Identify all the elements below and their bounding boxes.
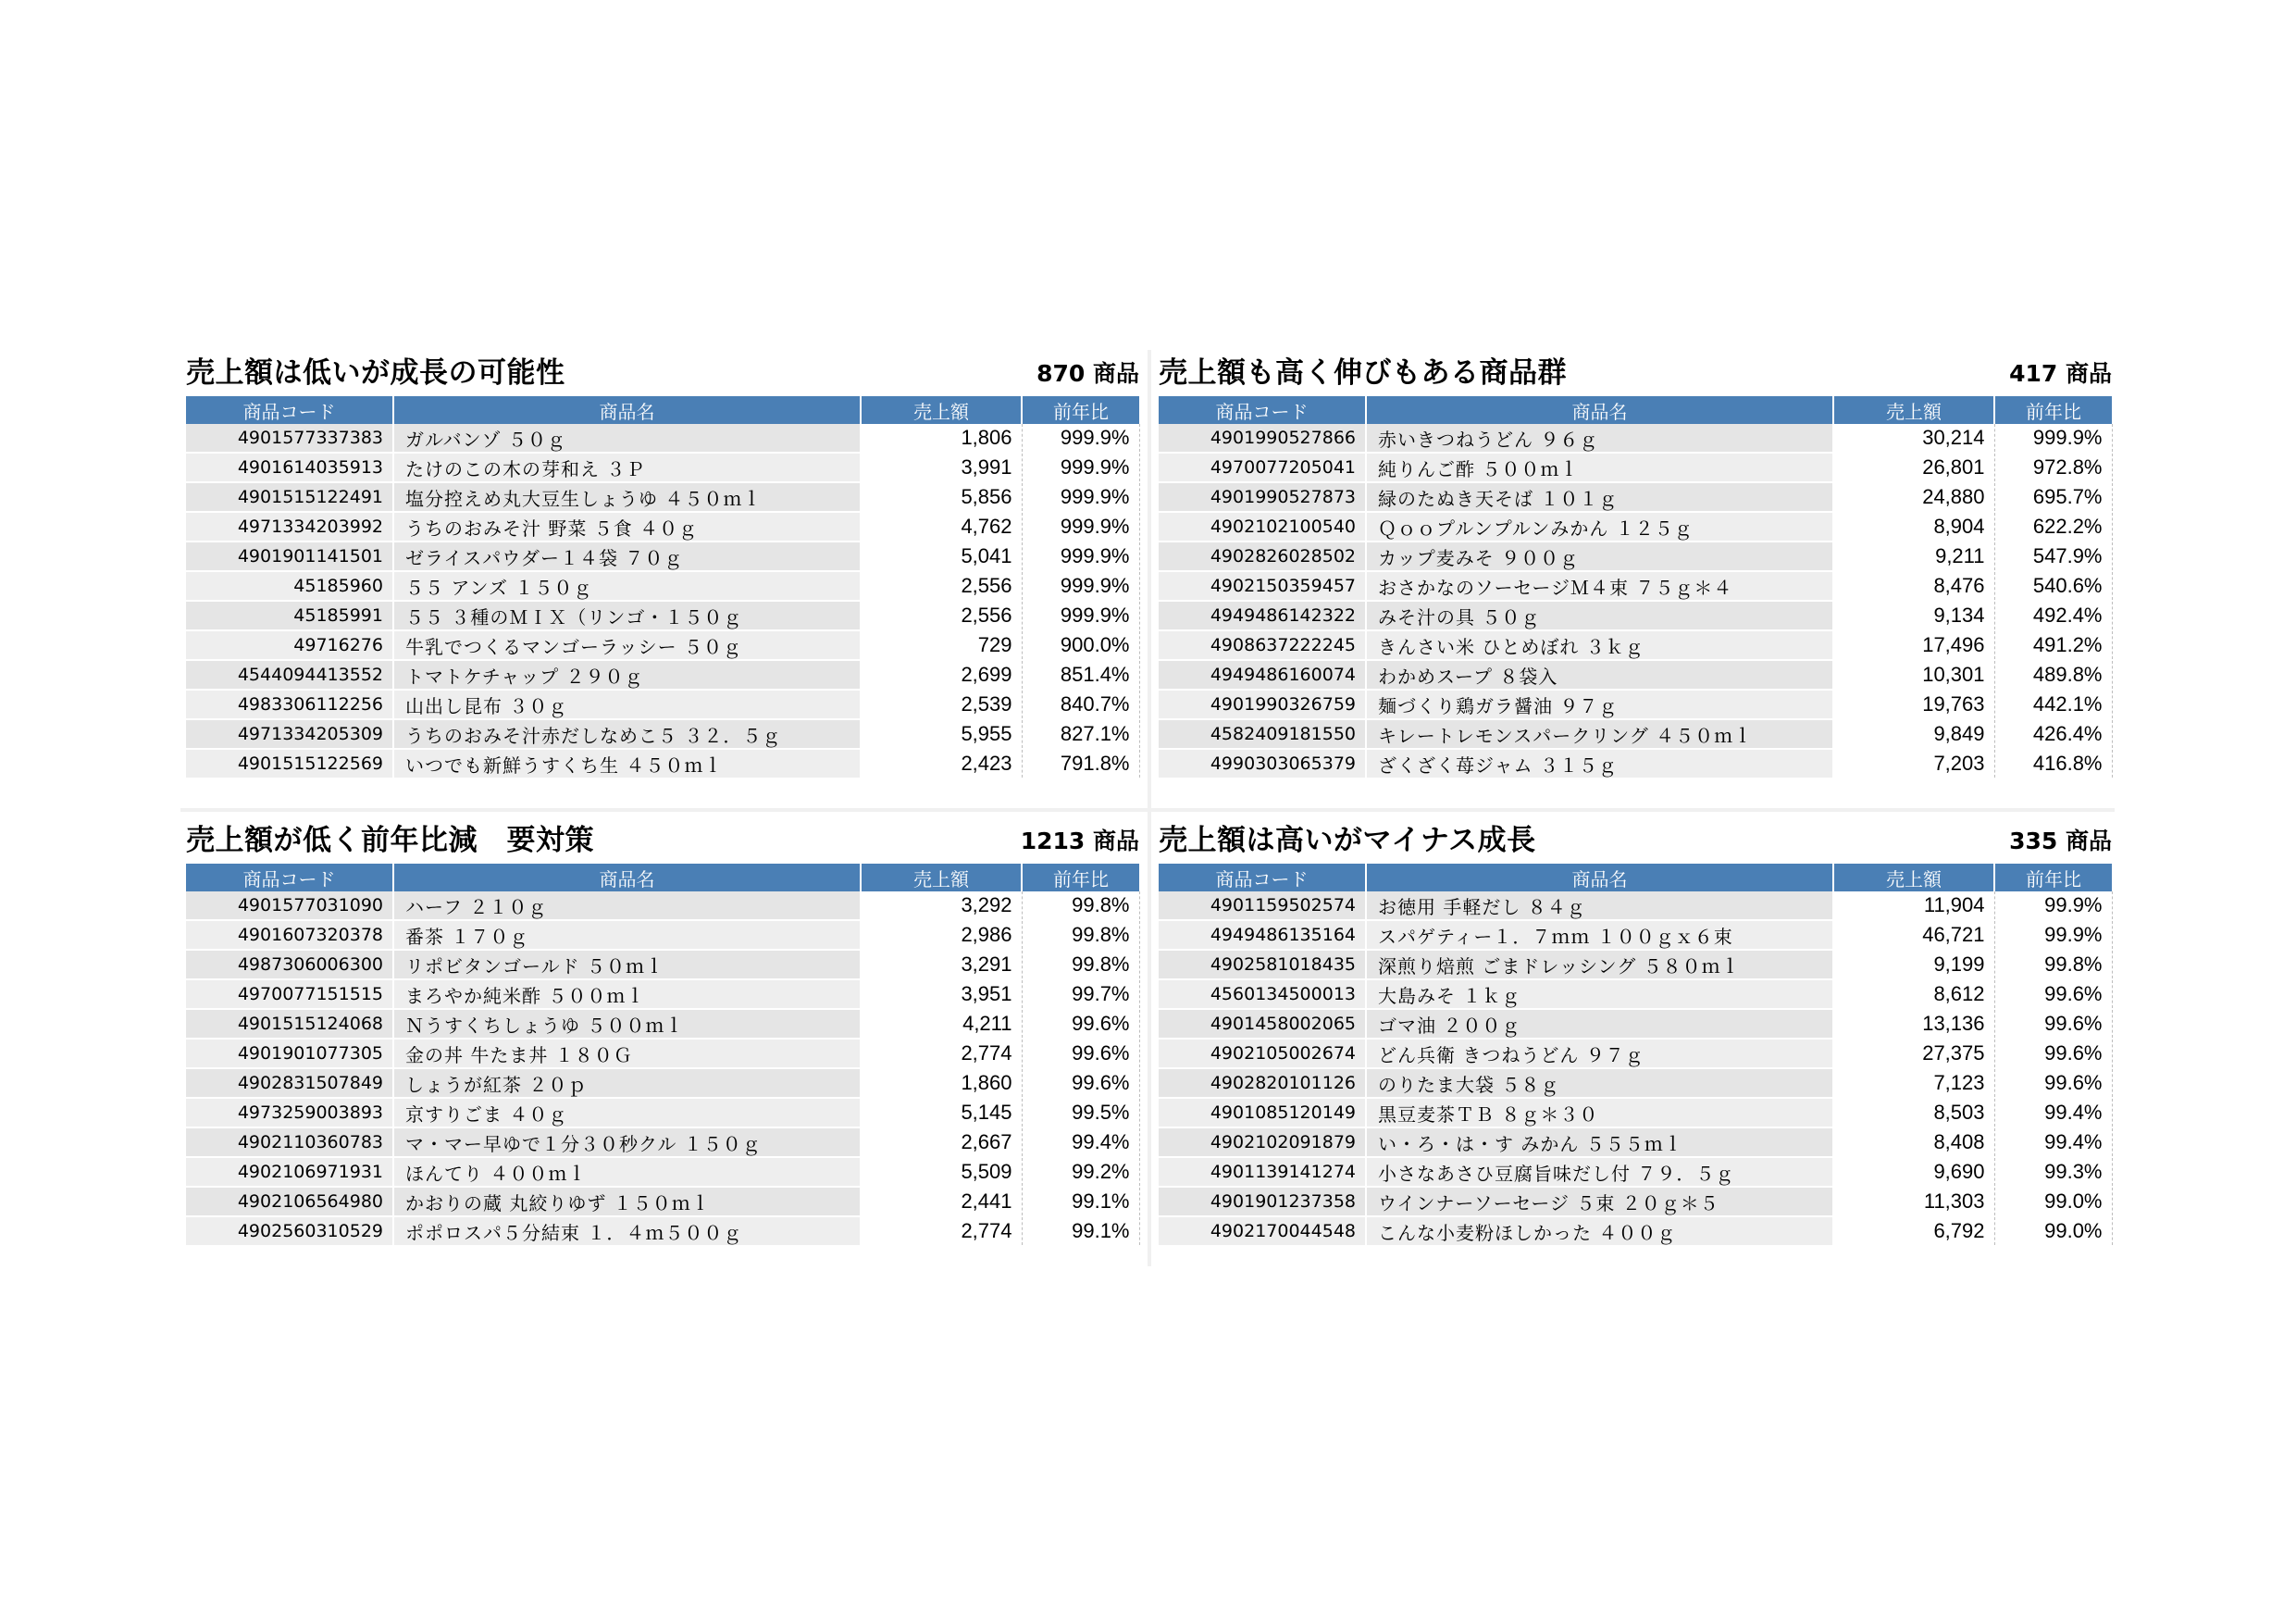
product-name-cell[interactable]: 深煎り焙煎 ごまドレッシング ５８０ｍｌ [1366,950,1833,979]
table-row[interactable] [1159,1068,2112,1098]
product-name-cell[interactable]: うちのおみそ汁 野菜 ５食 ４０ｇ [393,512,861,542]
product-code-cell[interactable]: 4983306112256 [186,690,393,719]
table-row[interactable] [1159,1098,2112,1127]
table-row[interactable] [186,1009,1139,1039]
table-header-row [186,396,1139,424]
column-header-code[interactable]: 商品コード [1159,396,1366,424]
table-row[interactable] [1159,1216,2112,1246]
sales-cell[interactable]: 729 [861,630,1022,660]
product-name-cell[interactable]: のりたま大袋 ５８ｇ [1366,1068,1833,1098]
product-count: 1213 商品 [1020,828,1139,854]
product-code-cell[interactable]: 4901577031090 [186,891,393,920]
table-header-row [1159,396,2112,424]
product-code-cell[interactable]: 4901901077305 [186,1039,393,1068]
table-row[interactable] [186,424,1139,453]
yoy-cell[interactable]: 999.9% [1022,542,1139,571]
sales-cell[interactable]: 8,904 [1833,512,1994,542]
product-code-cell[interactable]: 4987306006300 [186,950,393,979]
yoy-cell[interactable]: 791.8% [1022,749,1139,778]
product-name-cell[interactable]: リポビタンゴールド ５０ｍｌ [393,950,861,979]
sales-cell[interactable]: 46,721 [1833,920,1994,950]
product-name-cell[interactable]: たけのこの木の芽和え ３Ｐ [393,453,861,482]
product-name-cell[interactable]: い・ろ・は・す みかん ５５５ｍｌ [1366,1127,1833,1157]
product-code-cell[interactable]: 4990303065379 [1159,749,1366,778]
column-header-sales[interactable]: 売上額 [1833,864,1994,891]
sales-cell[interactable]: 8,476 [1833,571,1994,601]
product-name-cell[interactable]: トマトケチャップ ２９０ｇ [393,660,861,690]
table-row[interactable] [186,660,1139,690]
product-name-cell[interactable]: キレートレモンスパークリング ４５０ｍｌ [1366,719,1833,749]
table-row[interactable] [1159,979,2112,1009]
table-row[interactable] [1159,920,2112,950]
panel-title: 売上額が低く前年比減 要対策 [186,824,594,857]
table-row[interactable] [1159,512,2112,542]
table-row[interactable] [1159,1157,2112,1187]
product-code-cell[interactable]: 4902102100540 [1159,512,1366,542]
table-header-row [1159,864,2112,891]
sales-cell[interactable]: 9,211 [1833,542,1994,571]
sales-cell[interactable]: 9,199 [1833,950,1994,979]
product-name-cell[interactable]: ウインナーソーセージ ５束 ２０ｇ＊５ [1366,1187,1833,1216]
product-name-cell[interactable]: 麺づくり鶏ガラ醤油 ９７ｇ [1366,690,1833,719]
table-row[interactable] [186,630,1139,660]
product-name-cell[interactable]: スパゲティー１．７ｍｍ １００ｇｘ６束 [1366,920,1833,950]
product-name-cell[interactable]: 緑のたぬき天そば １０１ｇ [1366,482,1833,512]
table-row[interactable] [1159,1187,2112,1216]
yoy-cell[interactable]: 99.9% [1994,920,2112,950]
product-code-cell[interactable]: 4901159502574 [1159,891,1366,920]
product-name-cell[interactable]: うちのおみそ汁赤だしなめこ５ ３２．５ｇ [393,719,861,749]
product-name-cell[interactable]: きんさい米 ひとめぼれ ３ｋｇ [1366,630,1833,660]
yoy-cell[interactable]: 99.0% [1994,1187,2112,1216]
product-name-cell[interactable]: ５５ アンズ １５０ｇ [393,571,861,601]
column-header-sales[interactable]: 売上額 [1833,396,1994,424]
panel-low-sales-growth [186,350,1139,779]
panel-high-sales-growth [1159,350,2112,779]
sales-cell[interactable]: 27,375 [1833,1039,1994,1068]
panel-header [1159,350,2112,396]
panel-title: 売上額も高く伸びもある商品群 [1159,356,1567,390]
yoy-cell[interactable]: 99.4% [1022,1127,1139,1157]
sales-cell[interactable]: 2,539 [861,690,1022,719]
yoy-cell[interactable]: 999.9% [1022,482,1139,512]
column-header-yoy[interactable]: 前年比 [1994,396,2112,424]
product-table [1159,864,2113,1247]
table-row[interactable] [186,979,1139,1009]
product-name-cell[interactable]: マ・マー早ゆで１分３０秒クル １５０ｇ [393,1127,861,1157]
product-code-cell[interactable]: 4970077151515 [186,979,393,1009]
table-row[interactable] [1159,542,2112,571]
table-row[interactable] [186,571,1139,601]
product-name-cell[interactable]: ゼライスパウダー１４袋 ７０ｇ [393,542,861,571]
column-header-yoy[interactable]: 前年比 [1022,396,1139,424]
product-table [186,864,1140,1247]
sales-cell[interactable]: 13,136 [1833,1009,1994,1039]
sales-cell[interactable]: 2,423 [861,749,1022,778]
product-code-cell[interactable]: 4901614035913 [186,453,393,482]
product-name-cell[interactable]: ガルバンゾ ５０ｇ [393,424,861,453]
sales-cell[interactable]: 2,774 [861,1216,1022,1246]
sales-cell[interactable]: 5,955 [861,719,1022,749]
yoy-cell[interactable]: 999.9% [1022,424,1139,453]
product-code-cell[interactable]: 4582409181550 [1159,719,1366,749]
yoy-cell[interactable]: 99.6% [1994,1039,2112,1068]
product-code-cell[interactable]: 4949486135164 [1159,920,1366,950]
yoy-cell[interactable]: 416.8% [1994,749,2112,778]
panel-header [186,817,1139,864]
yoy-cell[interactable]: 99.6% [1022,1009,1139,1039]
yoy-cell[interactable]: 622.2% [1994,512,2112,542]
product-code-cell[interactable]: 4901901141501 [186,542,393,571]
sales-cell[interactable]: 7,203 [1833,749,1994,778]
product-name-cell[interactable]: 黒豆麦茶ＴＢ ８ｇ＊３０ [1366,1098,1833,1127]
yoy-cell[interactable]: 492.4% [1994,601,2112,630]
yoy-cell[interactable]: 840.7% [1022,690,1139,719]
table-row[interactable] [186,482,1139,512]
product-code-cell[interactable]: 45185991 [186,601,393,630]
column-header-name[interactable]: 商品名 [1366,396,1833,424]
table-row[interactable] [186,950,1139,979]
product-name-cell[interactable]: お徳用 手軽だし ８４ｇ [1366,891,1833,920]
sales-cell[interactable]: 5,509 [861,1157,1022,1187]
table-row[interactable] [1159,749,2112,778]
table-row[interactable] [186,719,1139,749]
sales-cell[interactable]: 9,134 [1833,601,1994,630]
yoy-cell[interactable]: 99.6% [1022,1039,1139,1068]
product-name-cell[interactable]: ポポロスパ５分結束 １．４ｍ５００ｇ [393,1216,861,1246]
product-name-cell[interactable]: 山出し昆布 ３０ｇ [393,690,861,719]
yoy-cell[interactable]: 99.1% [1022,1187,1139,1216]
table-row[interactable] [1159,660,2112,690]
yoy-cell[interactable]: 99.7% [1022,979,1139,1009]
sales-cell[interactable]: 2,986 [861,920,1022,950]
product-code-cell[interactable]: 4901577337383 [186,424,393,453]
product-code-cell[interactable]: 4901085120149 [1159,1098,1366,1127]
sales-cell[interactable]: 5,041 [861,542,1022,571]
sales-cell[interactable]: 26,801 [1833,453,1994,482]
yoy-cell[interactable]: 99.9% [1994,891,2112,920]
table-row[interactable] [186,749,1139,778]
table-row[interactable] [186,1127,1139,1157]
yoy-cell[interactable]: 99.6% [1022,1068,1139,1098]
column-header-code[interactable]: 商品コード [186,864,393,891]
column-header-sales[interactable]: 売上額 [861,864,1022,891]
product-code-cell[interactable]: 4902826028502 [1159,542,1366,571]
sales-cell[interactable]: 1,860 [861,1068,1022,1098]
yoy-cell[interactable]: 99.5% [1022,1098,1139,1127]
column-header-sales[interactable]: 売上額 [861,396,1022,424]
product-name-cell[interactable]: 小さなあさひ豆腐旨味だし付 ７９．５ｇ [1366,1157,1833,1187]
product-code-cell[interactable]: 4901990527873 [1159,482,1366,512]
product-name-cell[interactable]: どん兵衛 きつねうどん ９７ｇ [1366,1039,1833,1068]
column-header-yoy[interactable]: 前年比 [1022,864,1139,891]
yoy-cell[interactable]: 99.6% [1994,979,2112,1009]
sales-cell[interactable]: 10,301 [1833,660,1994,690]
table-row[interactable] [186,690,1139,719]
yoy-cell[interactable]: 999.9% [1022,512,1139,542]
yoy-cell[interactable]: 695.7% [1994,482,2112,512]
sales-cell[interactable]: 8,503 [1833,1098,1994,1127]
product-code-cell[interactable]: 4949486160074 [1159,660,1366,690]
column-header-code[interactable]: 商品コード [1159,864,1366,891]
sales-cell[interactable]: 2,556 [861,601,1022,630]
product-code-cell[interactable]: 4902102091879 [1159,1127,1366,1157]
product-name-cell[interactable]: ゴマ油 ２００ｇ [1366,1009,1833,1039]
product-name-cell[interactable]: Ｎうすくちしょうゆ ５００ｍｌ [393,1009,861,1039]
panel-title: 売上額は高いがマイナス成長 [1159,824,1536,857]
product-name-cell[interactable]: 赤いきつねうどん ９６ｇ [1366,424,1833,453]
product-code-cell[interactable]: 4901515122491 [186,482,393,512]
product-code-cell[interactable]: 4901515124068 [186,1009,393,1039]
product-code-cell[interactable]: 4901139141274 [1159,1157,1366,1187]
product-code-cell[interactable]: 4971334203992 [186,512,393,542]
product-name-cell[interactable]: わかめスープ ８袋入 [1366,660,1833,690]
table-row[interactable] [1159,891,2112,920]
sales-cell[interactable]: 17,496 [1833,630,1994,660]
sales-cell[interactable]: 30,214 [1833,424,1994,453]
sales-cell[interactable]: 24,880 [1833,482,1994,512]
sales-cell[interactable]: 11,904 [1833,891,1994,920]
yoy-cell[interactable]: 999.9% [1994,424,2112,453]
product-count: 335 商品 [2009,828,2112,854]
product-table [1159,396,2113,779]
yoy-cell[interactable]: 851.4% [1022,660,1139,690]
product-code-cell[interactable]: 4902820101126 [1159,1068,1366,1098]
yoy-cell[interactable]: 99.6% [1994,1009,2112,1039]
table-row[interactable] [186,512,1139,542]
table-row[interactable] [1159,630,2112,660]
product-name-cell[interactable]: 金の丼 牛たま丼 １８０Ｇ [393,1039,861,1068]
yoy-cell[interactable]: 999.9% [1022,601,1139,630]
yoy-cell[interactable]: 99.3% [1994,1157,2112,1187]
table-row[interactable] [186,920,1139,950]
table-row[interactable] [186,453,1139,482]
sales-cell[interactable]: 2,774 [861,1039,1022,1068]
table-row[interactable] [186,1068,1139,1098]
yoy-cell[interactable]: 999.9% [1022,453,1139,482]
table-row[interactable] [186,542,1139,571]
yoy-cell[interactable]: 972.8% [1994,453,2112,482]
sales-cell[interactable]: 2,556 [861,571,1022,601]
product-code-cell[interactable]: 4902170044548 [1159,1216,1366,1246]
product-code-cell[interactable]: 4949486142322 [1159,601,1366,630]
column-header-name[interactable]: 商品名 [393,396,861,424]
product-name-cell[interactable]: 大島みそ １ｋｇ [1366,979,1833,1009]
product-name-cell[interactable]: 番茶 １７０ｇ [393,920,861,950]
table-row[interactable] [1159,950,2112,979]
sales-cell[interactable]: 4,211 [861,1009,1022,1039]
table-row[interactable] [1159,719,2112,749]
yoy-cell[interactable]: 491.2% [1994,630,2112,660]
table-row[interactable] [1159,601,2112,630]
sales-cell[interactable]: 7,123 [1833,1068,1994,1098]
table-row[interactable] [186,1098,1139,1127]
sales-cell[interactable]: 9,690 [1833,1157,1994,1187]
product-name-cell[interactable]: かおりの蔵 丸絞りゆず １５０ｍｌ [393,1187,861,1216]
sales-cell[interactable]: 3,291 [861,950,1022,979]
yoy-cell[interactable]: 442.1% [1994,690,2112,719]
product-name-cell[interactable]: 牛乳でつくるマンゴーラッシー ５０ｇ [393,630,861,660]
sales-cell[interactable]: 3,292 [861,891,1022,920]
sales-cell[interactable]: 19,763 [1833,690,1994,719]
sales-cell[interactable]: 4,762 [861,512,1022,542]
product-name-cell[interactable]: こんな小麦粉ほしかった ４００ｇ [1366,1216,1833,1246]
sales-cell[interactable]: 6,792 [1833,1216,1994,1246]
yoy-cell[interactable]: 99.8% [1022,950,1139,979]
yoy-cell[interactable]: 99.8% [1994,950,2112,979]
panel-header [1159,817,2112,864]
yoy-cell[interactable]: 99.0% [1994,1216,2112,1246]
sales-cell[interactable]: 8,612 [1833,979,1994,1009]
table-row[interactable] [186,891,1139,920]
product-count: 417 商品 [2009,360,2112,387]
product-name-cell[interactable]: おさかなのソーセージＭ４束 ７５ｇ＊４ [1366,571,1833,601]
product-code-cell[interactable]: 4902106971931 [186,1157,393,1187]
sales-cell[interactable]: 9,849 [1833,719,1994,749]
yoy-cell[interactable]: 99.4% [1994,1127,2112,1157]
yoy-cell[interactable]: 99.6% [1994,1068,2112,1098]
product-name-cell[interactable]: みそ汁の具 ５０ｇ [1366,601,1833,630]
yoy-cell[interactable]: 99.8% [1022,891,1139,920]
table-row[interactable] [1159,1039,2112,1068]
product-name-cell[interactable]: ５５ ３種のＭＩＸ（リンゴ・１５０ｇ [393,601,861,630]
yoy-cell[interactable]: 540.6% [1994,571,2112,601]
panel-low-sales-decline [186,817,1139,1247]
table-row[interactable] [1159,571,2112,601]
panel-header [186,350,1139,396]
yoy-cell[interactable]: 99.1% [1022,1216,1139,1246]
yoy-cell[interactable]: 99.2% [1022,1157,1139,1187]
product-count: 870 商品 [1036,360,1139,387]
product-name-cell[interactable]: 京すりごま ４０ｇ [393,1098,861,1127]
table-row[interactable] [186,601,1139,630]
table-row[interactable] [1159,690,2112,719]
sales-cell[interactable]: 2,667 [861,1127,1022,1157]
column-header-name[interactable]: 商品名 [1366,864,1833,891]
table-row[interactable] [186,1187,1139,1216]
column-header-yoy[interactable]: 前年比 [1994,864,2112,891]
product-name-cell[interactable]: 純りんご酢 ５００ｍｌ [1366,453,1833,482]
product-name-cell[interactable]: ほんてり ４００ｍｌ [393,1157,861,1187]
product-code-cell[interactable]: 4973259003893 [186,1098,393,1127]
product-code-cell[interactable]: 4902150359457 [1159,571,1366,601]
product-table [186,396,1140,779]
product-name-cell[interactable]: Ｑｏｏプルンプルンみかん １２５ｇ [1366,512,1833,542]
table-row[interactable] [1159,453,2112,482]
product-code-cell[interactable]: 4901607320378 [186,920,393,950]
product-name-cell[interactable]: まろやか純米酢 ５００ｍｌ [393,979,861,1009]
product-name-cell[interactable]: カップ麦みそ ９００ｇ [1366,542,1833,571]
product-code-cell[interactable]: 4901990326759 [1159,690,1366,719]
yoy-cell[interactable]: 489.8% [1994,660,2112,690]
sales-cell[interactable]: 3,951 [861,979,1022,1009]
product-code-cell[interactable]: 4901458002065 [1159,1009,1366,1039]
table-row[interactable] [186,1157,1139,1187]
product-code-cell[interactable]: 4902831507849 [186,1068,393,1098]
sales-cell[interactable]: 3,991 [861,453,1022,482]
yoy-cell[interactable]: 426.4% [1994,719,2112,749]
product-code-cell[interactable]: 4560134500013 [1159,979,1366,1009]
product-code-cell[interactable]: 45185960 [186,571,393,601]
sales-cell[interactable]: 2,441 [861,1187,1022,1216]
sales-cell[interactable]: 8,408 [1833,1127,1994,1157]
column-header-code[interactable]: 商品コード [186,396,393,424]
table-row[interactable] [186,1039,1139,1068]
panel-high-sales-decline [1159,817,2112,1247]
yoy-cell[interactable]: 900.0% [1022,630,1139,660]
table-row[interactable] [186,1216,1139,1246]
product-name-cell[interactable]: ざくざく苺ジャム ３１５ｇ [1366,749,1833,778]
product-code-cell[interactable]: 4902106564980 [186,1187,393,1216]
quadrant-divider-vertical [1148,350,1151,1266]
product-code-cell[interactable]: 4908637222245 [1159,630,1366,660]
product-code-cell[interactable]: 4902105002674 [1159,1039,1366,1068]
panel-title: 売上額は低いが成長の可能性 [186,356,565,390]
table-header-row [186,864,1139,891]
product-name-cell[interactable]: しょうが紅茶 ２０ｐ [393,1068,861,1098]
table-row[interactable] [1159,1127,2112,1157]
yoy-cell[interactable]: 99.8% [1022,920,1139,950]
sales-cell[interactable]: 5,145 [861,1098,1022,1127]
yoy-cell[interactable]: 99.4% [1994,1098,2112,1127]
product-code-cell[interactable]: 4901515122569 [186,749,393,778]
sales-cell[interactable]: 5,856 [861,482,1022,512]
column-header-name[interactable]: 商品名 [393,864,861,891]
product-code-cell[interactable]: 4971334205309 [186,719,393,749]
yoy-cell[interactable]: 999.9% [1022,571,1139,601]
yoy-cell[interactable]: 547.9% [1994,542,2112,571]
product-code-cell[interactable]: 4544094413552 [186,660,393,690]
product-name-cell[interactable]: いつでも新鮮うすくち生 ４５０ｍｌ [393,749,861,778]
product-code-cell[interactable]: 4901901237358 [1159,1187,1366,1216]
product-code-cell[interactable]: 4902581018435 [1159,950,1366,979]
table-row[interactable] [1159,424,2112,453]
table-row[interactable] [1159,482,2112,512]
yoy-cell[interactable]: 827.1% [1022,719,1139,749]
sales-cell[interactable]: 2,699 [861,660,1022,690]
sales-cell[interactable]: 1,806 [861,424,1022,453]
sales-cell[interactable]: 11,303 [1833,1187,1994,1216]
product-code-cell[interactable]: 4902110360783 [186,1127,393,1157]
product-name-cell[interactable]: ハーフ ２１０ｇ [393,891,861,920]
product-code-cell[interactable]: 49716276 [186,630,393,660]
product-code-cell[interactable]: 4970077205041 [1159,453,1366,482]
table-row[interactable] [1159,1009,2112,1039]
product-code-cell[interactable]: 4901990527866 [1159,424,1366,453]
product-code-cell[interactable]: 4902560310529 [186,1216,393,1246]
product-name-cell[interactable]: 塩分控えめ丸大豆生しょうゆ ４５０ｍｌ [393,482,861,512]
